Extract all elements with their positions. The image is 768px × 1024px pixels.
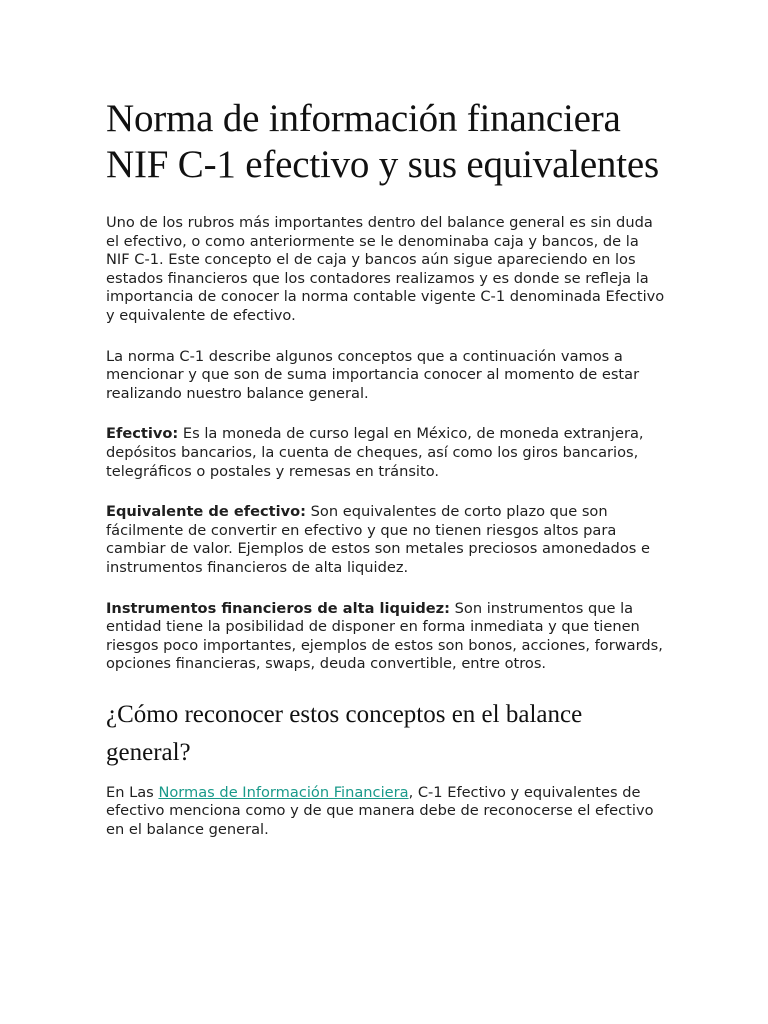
section-subtitle: ¿Cómo reconocer estos conceptos en el balance general?	[106, 700, 583, 766]
instrumentos-definition: Son instrumentos que la entidad tiene la posibilidad de disponer en forma inmediata y que tienen riesgos poco importantes, ejemplos de estos son bonos, acciones, forwards, opciones financieras, swaps, deuda convertible, entre otros.	[106, 599, 663, 673]
equivalente-paragraph	[106, 503, 666, 577]
document-page	[106, 96, 666, 862]
efectivo-definition: Es la moneda de curso legal en México, de moneda extranjera, depósitos bancarios, la cuenta de cheques, así como los giros bancarios, telegráficos o postales y remesas en tránsito.	[106, 425, 644, 480]
document-title: Norma de información financiera NIF C-1 efectivo y sus equivalentes	[106, 97, 659, 186]
equivalente-term: Equivalente de efectivo:	[106, 503, 306, 521]
efectivo-paragraph	[106, 425, 666, 481]
normas-link[interactable]: Normas de Información Financiera	[158, 783, 409, 801]
instrumentos-term: Instrumentos financieros de alta liquidez:	[106, 599, 451, 617]
equivalente-definition: Son equivalentes de corto plazo que son fácilmente de convertir en efectivo y que no tienen riesgos altos para cambiar de valor. Ejemplos de estos son metales preciosos amonedados e instrumentos financieros de alta liquidez.	[106, 503, 650, 576]
intro-paragraph: Uno de los rubros más importantes dentro del balance general es sin duda el efectivo, o como anteriormente se le denominaba caja y bancos, de la NIF C-1. Este concepto el de caja y bancos aún sigue apareciendo en los estados financieros que los contadores realizamos y es donde se refleja la importancia de conocer la norma contable vigente C-1 denominada Efectivo y equivalente de efectivo.	[106, 214, 665, 324]
normas-suffix: , C-1 Efectivo y equivalentes de efectivo menciona como y de que manera debe de reconocerse el efectivo en el balance general.	[106, 783, 654, 839]
normas-prefix: En Las	[106, 783, 159, 801]
efectivo-term: Efectivo:	[106, 425, 179, 443]
instrumentos-paragraph	[106, 600, 666, 674]
normas-paragraph	[106, 784, 666, 840]
norma-paragraph: La norma C-1 describe algunos conceptos que a continuación vamos a mencionar y que son de suma importancia conocer al momento de estar realizando nuestro balance general.	[106, 347, 640, 402]
